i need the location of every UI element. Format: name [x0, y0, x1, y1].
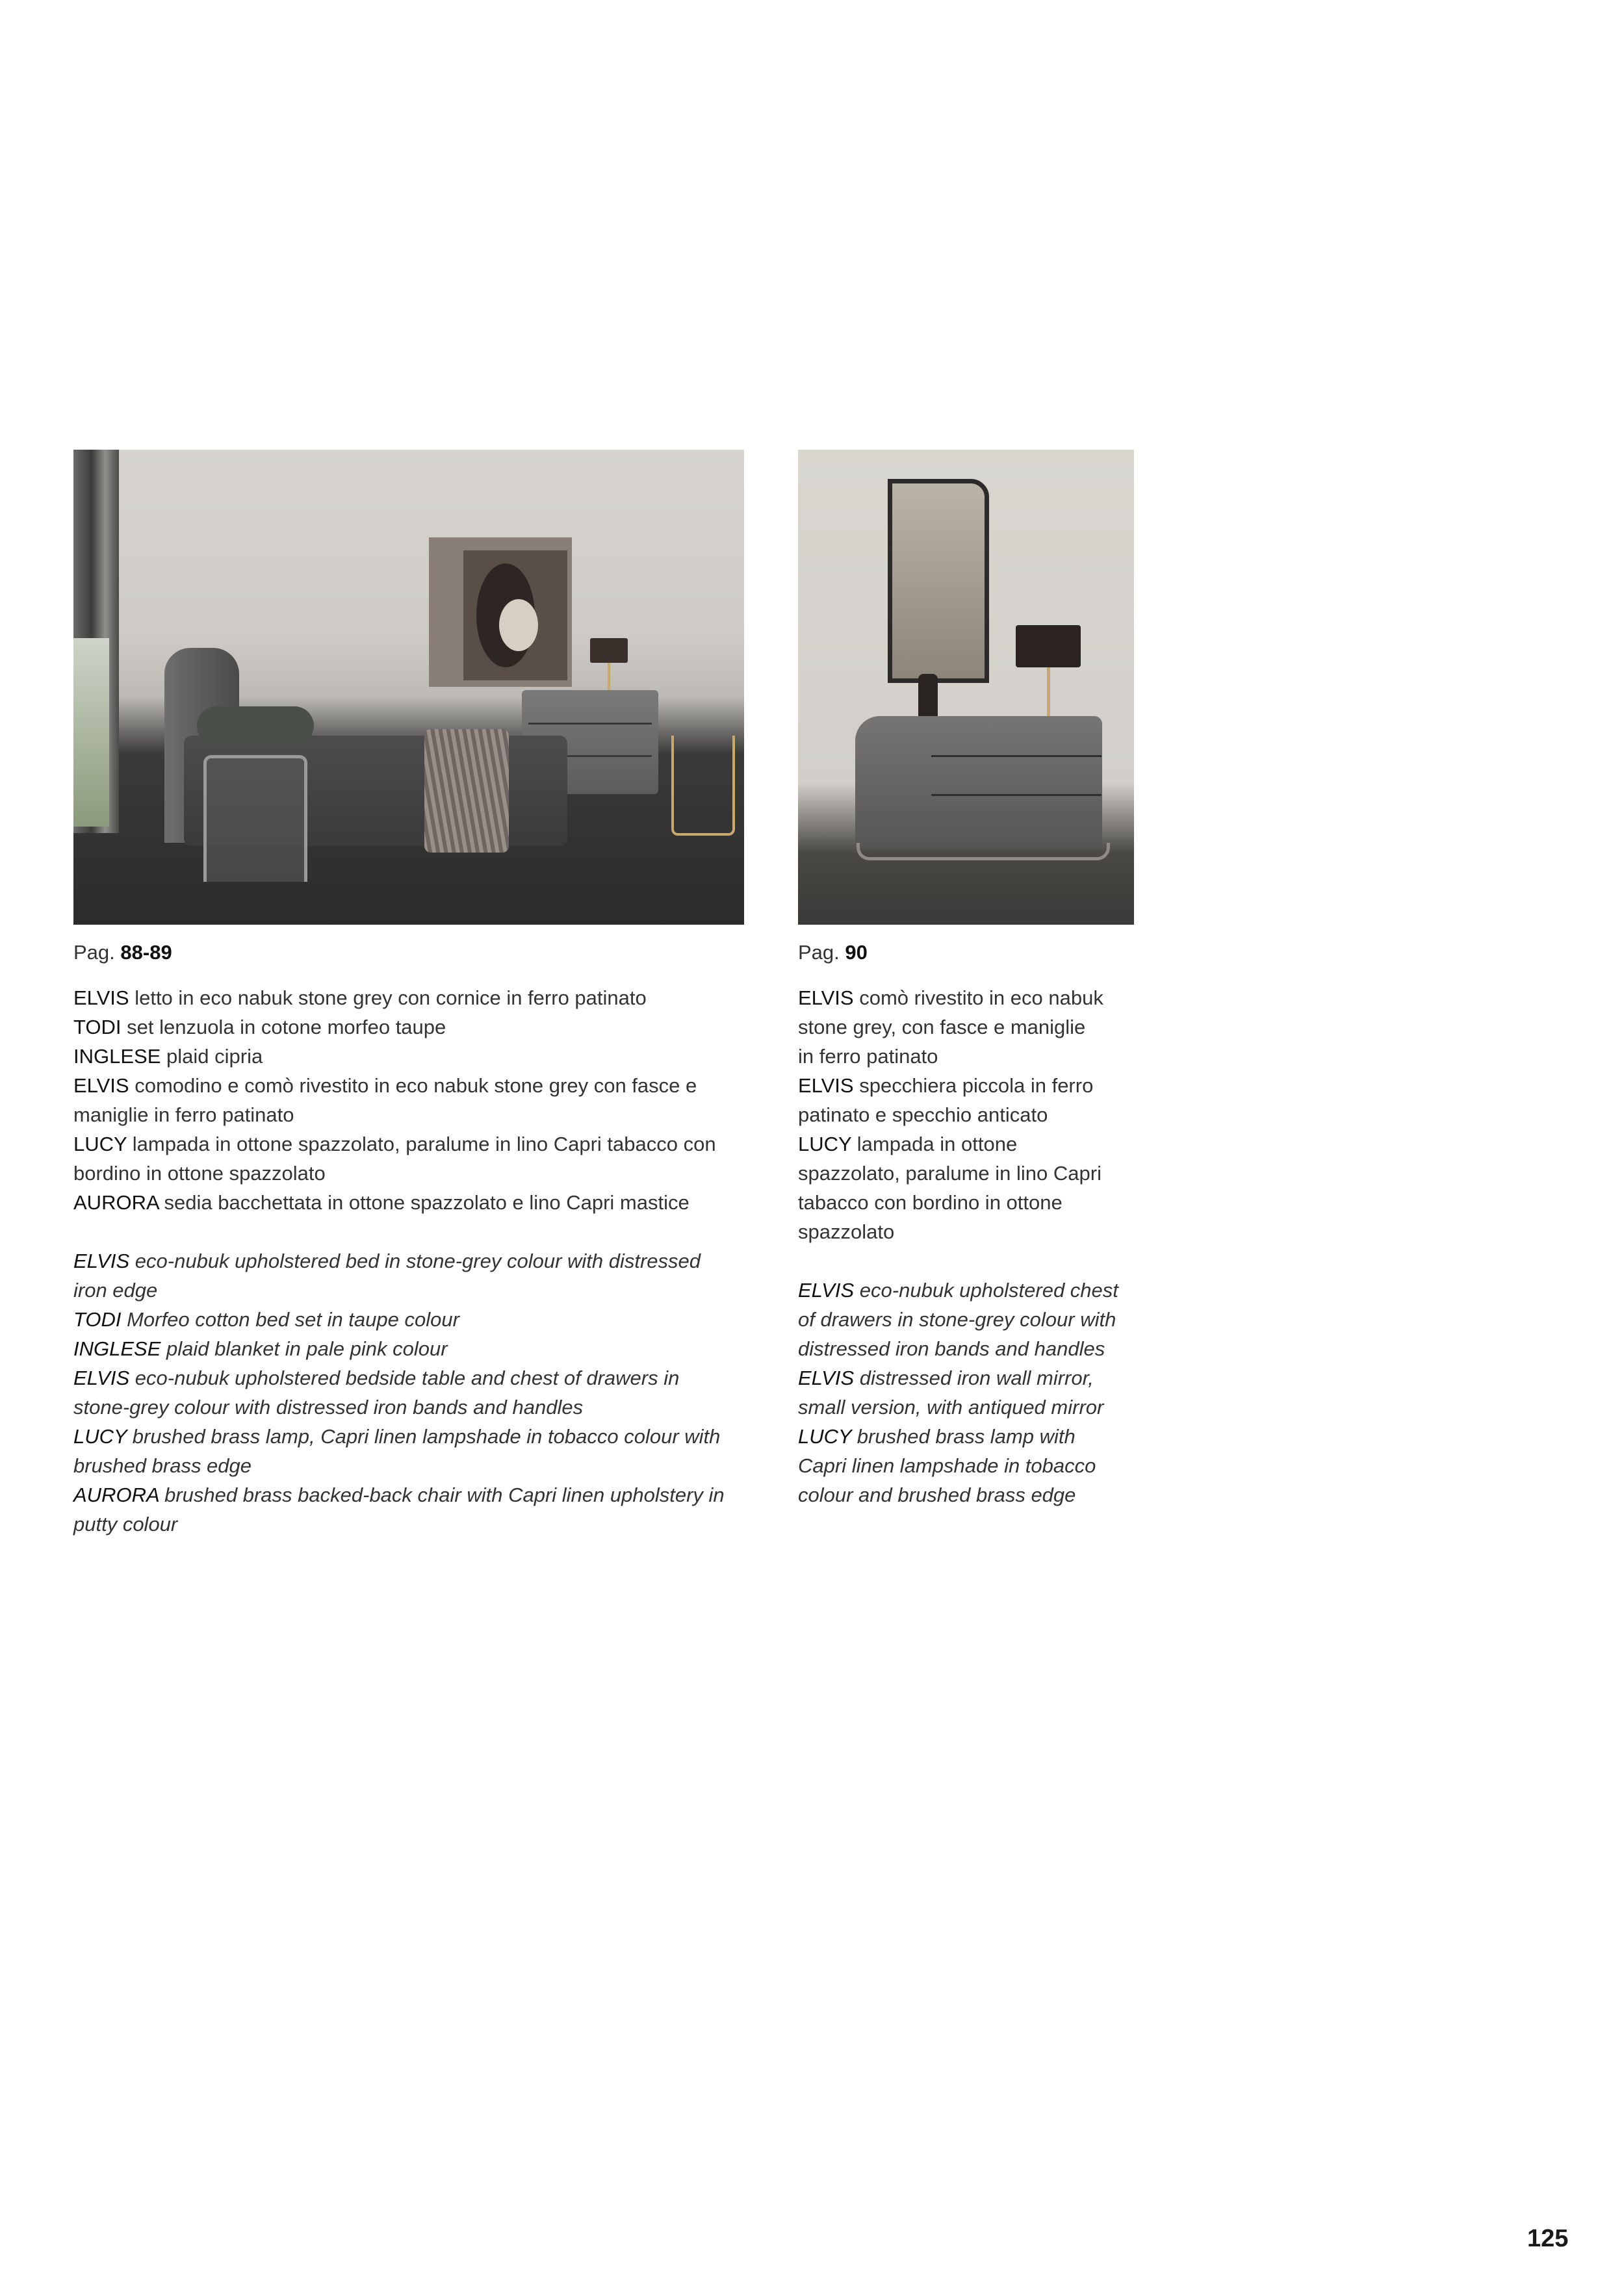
desc-line: small version, with antiqued mirror — [798, 1396, 1104, 1419]
caption-label: Pag. — [798, 941, 840, 964]
left-english-block — [73, 1246, 762, 1539]
desc-line: ELVIS eco-nubuk upholstered bedside table and chest of drawers in — [73, 1367, 680, 1389]
chest-of-drawers-photo — [798, 450, 1134, 925]
chest-body — [855, 716, 1102, 846]
desc-line: stone grey, con fasce e maniglie — [798, 1016, 1086, 1038]
vase — [918, 674, 938, 723]
desc-line: spazzolato, paralume in lino Capri — [798, 1162, 1102, 1185]
drawer-line — [931, 794, 1102, 796]
right-english-block — [798, 1276, 1162, 1510]
desc-line: ELVIS distressed iron wall mirror, — [798, 1367, 1094, 1389]
drawer-line — [528, 723, 652, 725]
desc-line: LUCY lampada in ottone spazzolato, paralume in lino Capri tabacco con — [73, 1133, 716, 1155]
artwork-oval-light — [499, 599, 538, 651]
caption-pages: 88-89 — [120, 941, 172, 964]
desc-line: spazzolato — [798, 1220, 895, 1243]
desc-line: INGLESE plaid cipria — [73, 1045, 263, 1068]
desc-line: putty colour — [73, 1513, 178, 1536]
desc-line: TODI set lenzuola in cotone morfeo taupe — [73, 1016, 446, 1038]
window-view — [73, 638, 109, 827]
right-description — [798, 983, 1162, 1510]
desc-line: maniglie in ferro patinato — [73, 1103, 294, 1126]
desc-line: Capri linen lampshade in tobacco — [798, 1454, 1096, 1477]
desc-line: LUCY brushed brass lamp with — [798, 1425, 1076, 1448]
desc-line: ELVIS eco-nubuk upholstered chest — [798, 1279, 1118, 1302]
page-number: 125 — [1527, 2225, 1569, 2252]
throw-blanket — [424, 729, 509, 853]
lamp-shade — [590, 638, 628, 663]
desc-line: AURORA brushed brass backed-back chair with Capri linen upholstery in — [73, 1484, 725, 1506]
right-italian-block — [798, 983, 1162, 1246]
desc-line: ELVIS specchiera piccola in ferro — [798, 1074, 1094, 1097]
desc-line: brushed brass edge — [73, 1454, 252, 1477]
desc-line: ELVIS comò rivestito in eco nabuk — [798, 986, 1103, 1009]
right-caption — [798, 938, 868, 967]
left-caption — [73, 938, 172, 967]
drawer-line — [931, 755, 1102, 757]
desc-line: patinato e specchio anticato — [798, 1103, 1048, 1126]
desc-line: LUCY brushed brass lamp, Capri linen lampshade in tobacco colour with — [73, 1425, 721, 1448]
chest-base — [857, 843, 1110, 860]
bedroom-photo — [73, 450, 744, 925]
caption-label: Pag. — [73, 941, 115, 964]
desc-line: in ferro patinato — [798, 1045, 938, 1068]
pillows — [197, 706, 314, 745]
desc-line: LUCY lampada in ottone — [798, 1133, 1018, 1155]
left-italian-block — [73, 983, 762, 1217]
left-description — [73, 983, 762, 1539]
desc-line: TODI Morfeo cotton bed set in taupe colour — [73, 1308, 459, 1331]
desc-line: ELVIS letto in eco nabuk stone grey con cornice in ferro patinato — [73, 986, 647, 1009]
desc-line: tabacco con bordino in ottone — [798, 1191, 1063, 1214]
lamp-shade — [1016, 625, 1081, 667]
desc-line: ELVIS comodino e comò rivestito in eco nabuk stone grey con fasce e — [73, 1074, 697, 1097]
desc-line: stone-grey colour with distressed iron bands and handles — [73, 1396, 584, 1419]
desc-line: colour and brushed brass edge — [798, 1484, 1076, 1506]
desc-line: bordino in ottone spazzolato — [73, 1162, 326, 1185]
desc-line: INGLESE plaid blanket in pale pink colour — [73, 1337, 448, 1360]
lamp-stand — [1047, 667, 1050, 719]
desc-line: AURORA sedia bacchettata in ottone spazzolato e lino Capri mastice — [73, 1191, 690, 1214]
caption-pages: 90 — [845, 941, 868, 964]
desc-line: iron edge — [73, 1279, 158, 1302]
desc-line: ELVIS eco-nubuk upholstered bed in stone-grey colour with distressed — [73, 1250, 701, 1272]
desc-line: of drawers in stone-grey colour with — [798, 1308, 1116, 1331]
bedside-table — [203, 755, 307, 882]
desc-line: distressed iron bands and handles — [798, 1337, 1105, 1360]
chair — [671, 736, 735, 836]
mirror-frame — [888, 479, 989, 683]
